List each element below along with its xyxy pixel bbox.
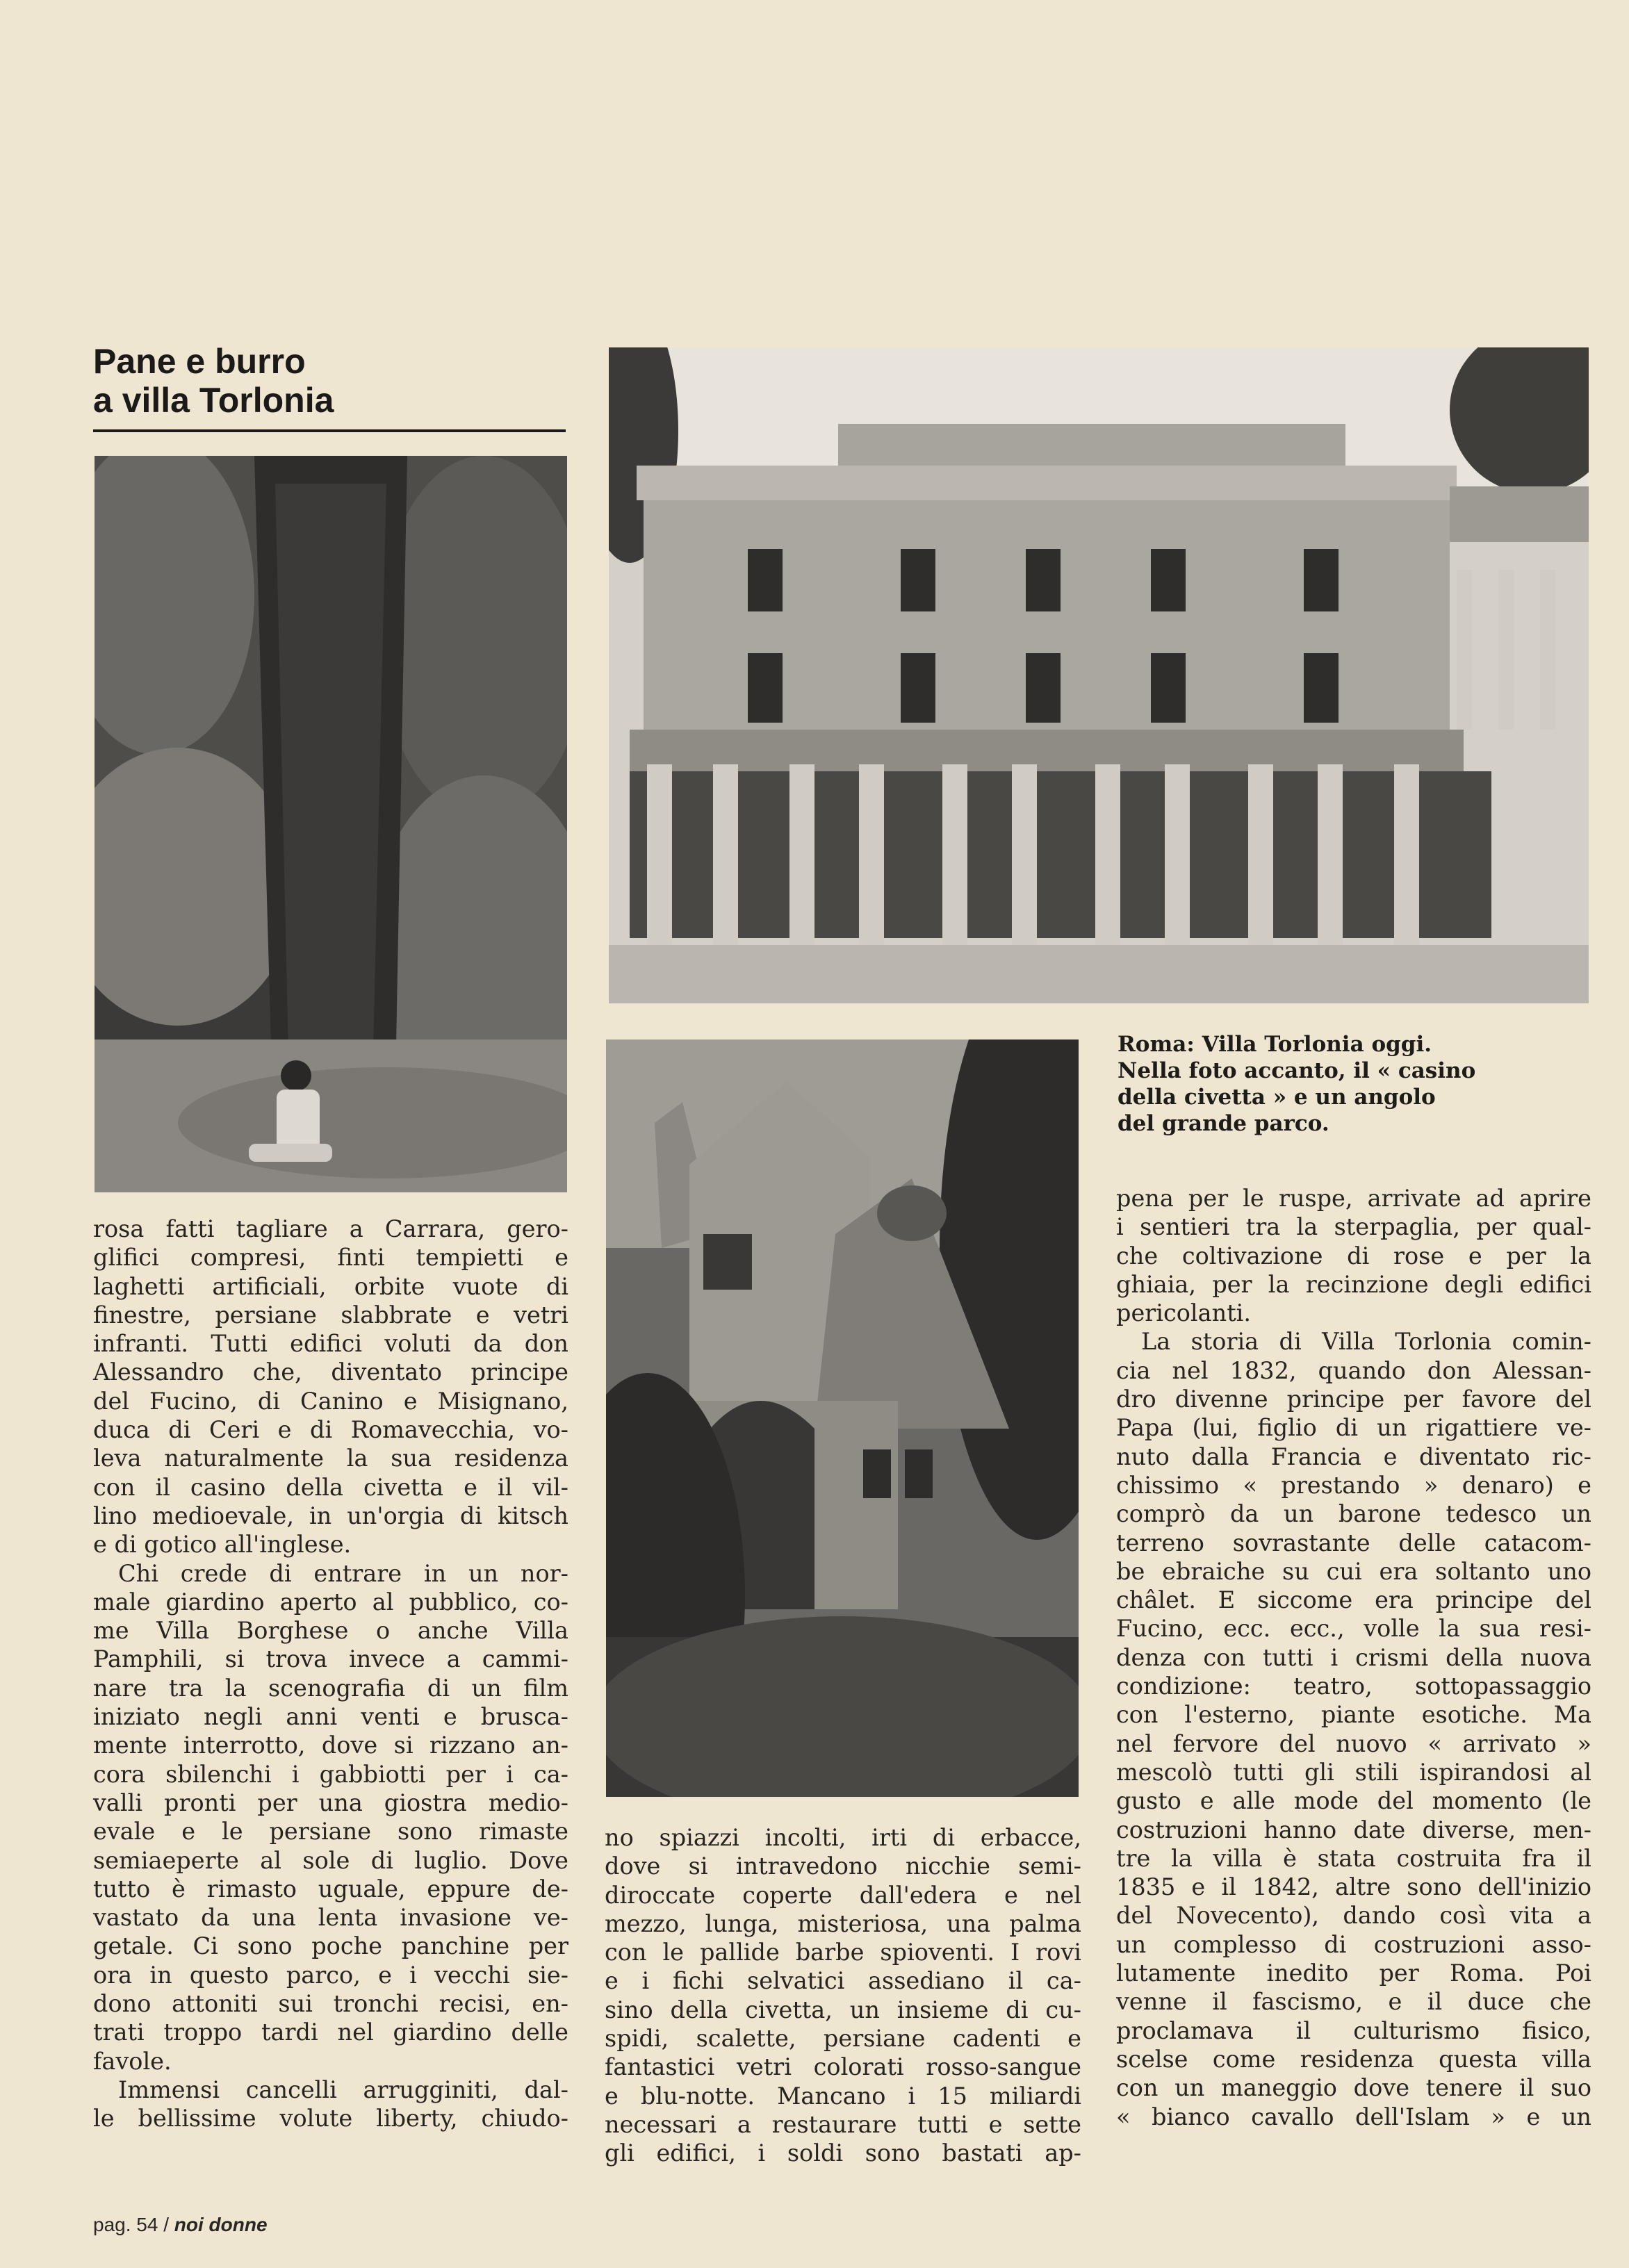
column-3-line: nuto dalla Francia e diventato ric- [1116, 1443, 1591, 1470]
column-2-line: diroccate coperte dall'edera e nel [605, 1881, 1081, 1909]
column-3-line: Papa (lui, figlio di un rigattiere ve- [1116, 1414, 1591, 1442]
column-2-line: dove si intravedono nicchie semi- [605, 1852, 1081, 1880]
column-3-line: nel fervore del nuovo « arrivato » [1116, 1729, 1591, 1757]
column-1-line: con il casino della civetta e il vil- [93, 1473, 568, 1501]
column-1-line: laghetti artificiali, orbite vuote di [93, 1272, 568, 1300]
column-1-line: me Villa Borghese o anche Villa [93, 1617, 568, 1645]
column-3-line: lutamente inedito per Roma. Poi [1116, 1959, 1591, 1987]
column-3-line: be ebraiche su cui era soltanto uno [1116, 1557, 1591, 1585]
column-3-line: costruzioni hanno date diverse, men- [1116, 1816, 1591, 1843]
column-3-line: condizione: teatro, sottopassaggio [1116, 1673, 1591, 1700]
column-3-line: 1835 e il 1842, altre sono dell'inizio [1116, 1873, 1591, 1901]
column-3-line: chissimo « prestando » denaro) e [1116, 1471, 1591, 1499]
column-1-line: del Fucino, di Canino e Misignano, [93, 1387, 568, 1415]
column-1-line: Immensi cancelli arrugginiti, dal- [118, 2076, 568, 2103]
column-3-line: venne il fascismo, e il duce che [1116, 1988, 1591, 2016]
column-3-line: cia nel 1832, quando don Alessan- [1116, 1356, 1591, 1384]
column-1-line: cora sbilenchi i gabbiotti per i ca- [93, 1760, 568, 1788]
column-2-line: spidi, scalette, persiane cadenti e [605, 2025, 1081, 2053]
photo-ivy-tree [95, 456, 567, 1192]
photo-villa-facade [609, 347, 1589, 1003]
column-1-line: Chi crede di entrare in un nor- [118, 1559, 568, 1587]
text-column-1 [93, 1215, 568, 2133]
column-2-line: e i fichi selvatici assediano il ca- [605, 1967, 1081, 1995]
column-3-line: scelse come residenza questa villa [1116, 2045, 1591, 2073]
headline-line-1: Pane e burro [93, 342, 306, 381]
column-3-line: che coltivazione di rose e per la [1116, 1242, 1591, 1269]
column-3-line: mescolò tutti gli stili ispirandosi al [1116, 1758, 1591, 1786]
column-1-line: iniziato negli anni venti e brusca- [93, 1703, 568, 1731]
column-1-line: e di gotico all'inglese. [93, 1531, 352, 1559]
column-2-line: gli edifici, i soldi sono bastati ap- [605, 2139, 1081, 2167]
column-3-line: tre la villa è stata costruita fra il [1116, 1844, 1591, 1872]
column-1-line: Pamphili, si trova invece a cammi- [93, 1645, 568, 1673]
column-3-line: comprò da un barone tedesco un [1116, 1500, 1591, 1528]
column-1-line: tutto è rimasto uguale, eppure de- [93, 1875, 568, 1903]
column-3-line: ghiaia, per la recinzione degli edifici [1116, 1270, 1591, 1298]
column-2-line: fantastici vetri colorati rosso-sangue [605, 2053, 1081, 2081]
column-2-line: necessari a restaurare tutti e sette [605, 2110, 1081, 2138]
caption-line: Nella foto accanto, il « casino [1118, 1058, 1476, 1083]
column-3-line: con l'esterno, piante esotiche. Ma [1116, 1701, 1591, 1729]
column-1-line: lino medioevale, in un'orgia di kitsch [93, 1502, 568, 1529]
column-3-line: dro divenne principe per favore del [1116, 1386, 1591, 1413]
caption-line: della civetta » e un angolo [1118, 1085, 1436, 1110]
column-3-line: pericolanti. [1116, 1299, 1252, 1327]
text-column-3 [1116, 1184, 1591, 2131]
column-1-line: finestre, persiane slabbrate e vetri [93, 1301, 568, 1329]
column-1-line: ora in questo parco, e i vecchi sie- [93, 1961, 568, 1989]
column-1-line: evale e le persiane sono rimaste [93, 1818, 568, 1846]
column-1-line: duca di Ceri e di Romavecchia, vo- [93, 1416, 568, 1444]
caption-line: Roma: Villa Torlonia oggi. [1118, 1032, 1432, 1057]
magazine-name: noi donne [174, 2214, 268, 2235]
column-3-line: proclamava il culturismo fisico, [1116, 2016, 1591, 2044]
text-column-2 [605, 1823, 1081, 2168]
column-1-line: trati troppo tardi nel giardino delle [93, 2019, 568, 2046]
column-3-line: gusto e alle mode del momento (le [1116, 1787, 1591, 1815]
column-1-line: getale. Ci sono poche panchine per [93, 1932, 568, 1960]
column-1-line: male giardino aperto al pubblico, co- [93, 1588, 568, 1616]
page-footer [93, 2214, 268, 2236]
column-3-line: terreno sovrastante delle catacom- [1116, 1529, 1591, 1556]
photo-caption [1118, 1031, 1507, 1137]
column-2-line: mezzo, lunga, misteriosa, una palma [605, 1909, 1081, 1937]
caption-line: del grande parco. [1118, 1111, 1329, 1136]
column-1-line: favole. [93, 2047, 172, 2075]
column-1-line: nare tra la scenografia di un film [93, 1674, 568, 1702]
page-number: pag. 54 / [93, 2214, 169, 2235]
column-3-line: denza con tutti i crismi della nuova [1116, 1643, 1591, 1671]
column-3-line: châlet. E siccome era principe del [1116, 1586, 1591, 1614]
column-1-line: infranti. Tutti edifici voluti da don [93, 1330, 568, 1358]
column-1-line: mente interrotto, dove si rizzano an- [93, 1732, 568, 1759]
column-2-line: con le pallide barbe spioventi. I rovi [605, 1939, 1081, 1966]
column-1-line: vastato da una lenta invasione ve- [93, 1904, 568, 1932]
column-1-line: semiaeperte al sole di luglio. Dove [93, 1846, 568, 1874]
column-1-line: glifici compresi, finti tempietti e [93, 1244, 568, 1272]
column-1-line: le bellissime volute liberty, chiudo- [93, 2105, 568, 2133]
column-3-line: i sentieri tra la sterpaglia, per qual- [1116, 1213, 1591, 1241]
column-3-line: « bianco cavallo dell'Islam » e un [1116, 2103, 1591, 2130]
column-2-line: no spiazzi incolti, irti di erbacce, [605, 1824, 1081, 1851]
column-1-line: rosa fatti tagliare a Carrara, gero- [93, 1215, 568, 1242]
column-1-line: valli pronti per una giostra medio- [93, 1789, 568, 1816]
column-3-line: con un maneggio dove tenere il suo [1116, 2074, 1591, 2102]
column-3-line: un complesso di costruzioni asso- [1116, 1930, 1591, 1958]
column-1-line: leva naturalmente la sua residenza [93, 1445, 568, 1472]
column-3-line: Fucino, ecc. ecc., volle la sua resi- [1116, 1615, 1591, 1643]
column-2-line: sino della civetta, un insieme di cu- [605, 1996, 1081, 2023]
column-2-line: e blu-notte. Mancano i 15 miliardi [605, 2082, 1081, 2110]
column-3-line: del Novecento), dando così vita a [1116, 1902, 1591, 1930]
photo-casino-della-civetta [606, 1040, 1079, 1797]
article-headline [93, 342, 566, 432]
column-1-line: dono attoniti sui tronchi recisi, en- [93, 1990, 568, 2018]
column-3-line: La storia di Villa Torlonia comin- [1141, 1328, 1591, 1356]
headline-line-2: a villa Torlonia [93, 381, 334, 420]
column-1-line: Alessandro che, diventato principe [93, 1358, 568, 1386]
column-3-line: pena per le ruspe, arrivate ad aprire [1116, 1185, 1591, 1212]
